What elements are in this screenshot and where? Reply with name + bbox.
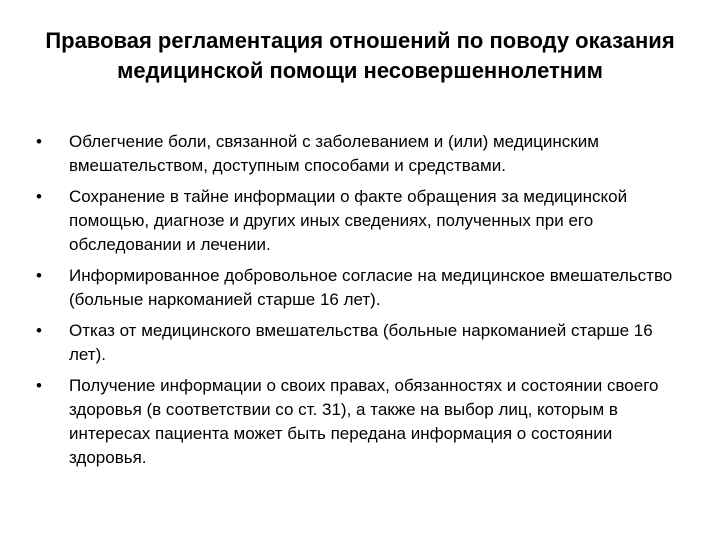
bullet-item — [36, 374, 686, 470]
bullet-text: Сохранение в тайне информации о факте обращения за медицинской помощью, диагнозе и других иных сведениях, полученных при его обследовании и лечении. — [69, 187, 628, 254]
bullet-item — [36, 319, 686, 367]
bullet-text: Получение информации о своих правах, обязанностях и состоянии своего здоровья (в соответствии со ст. 31), а также на выбор лиц, которым в интересах пациента может быть передана информация о состоянии здоровья. — [69, 376, 659, 467]
bullet-icon: • — [36, 376, 42, 395]
bullet-list — [36, 130, 686, 477]
bullet-text: Отказ от медицинского вмешательства (больные наркоманией старше 16 лет). — [69, 321, 653, 364]
bullet-icon: • — [36, 266, 42, 285]
bullet-item — [36, 264, 686, 312]
bullet-item — [36, 130, 686, 178]
bullet-icon: • — [36, 321, 42, 340]
bullet-text: Информированное добровольное согласие на медицинское вмешательство (больные наркоманией старше 16 лет). — [69, 266, 673, 309]
slide-title: Правовая регламентация отношений по поводу оказания медицинской помощи несовершеннолетним — [45, 28, 675, 83]
bullet-icon: • — [36, 132, 42, 151]
bullet-item — [36, 185, 686, 257]
bullet-text: Облегчение боли, связанной с заболеванием и (или) медицинским вмешательством, доступным способами и средствами. — [69, 132, 599, 175]
bullet-icon: • — [36, 187, 42, 206]
